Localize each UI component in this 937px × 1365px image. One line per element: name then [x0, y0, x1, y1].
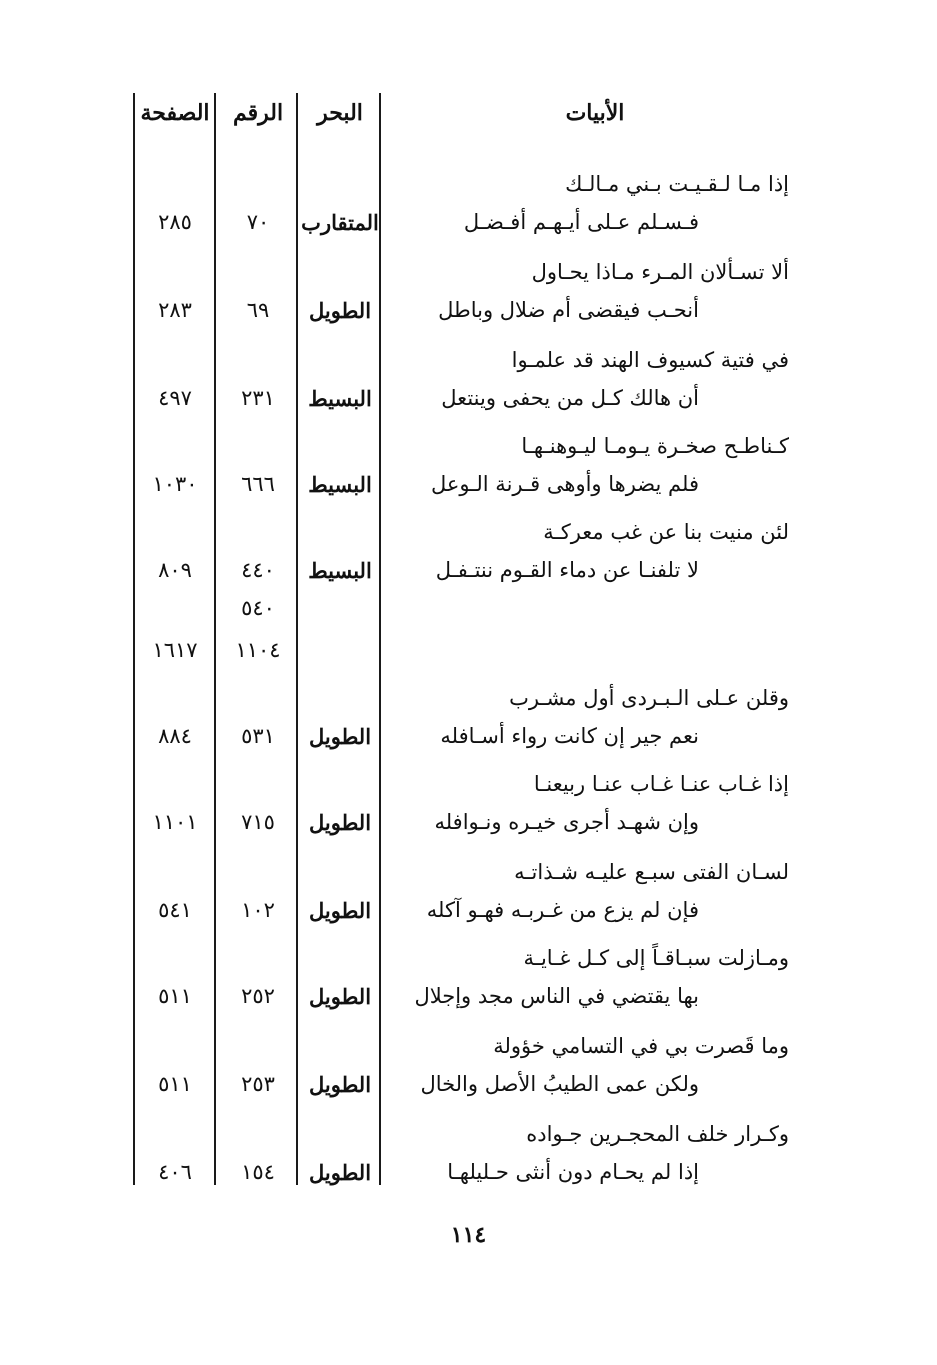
meter-cell: الطويل [308, 810, 372, 835]
page-cell: ١٠٣٠ [152, 472, 198, 496]
page-cell: ٥١١ [158, 1072, 192, 1096]
verse-first-hemistich: كـناطـح صخـرة يـومـا ليـوهنـهـا [521, 434, 789, 458]
verse-first-hemistich: في فتية كسيوف الهند قد علمـوا [511, 348, 789, 372]
header-meter: البحر [317, 100, 363, 126]
verse-second-hemistich: أن هالك كـل من يحفى وينتعل [441, 386, 699, 410]
meter-cell: البسيط [308, 472, 372, 497]
verse-first-hemistich: وقلن عـلى الـبـردى أول مشـرب [509, 686, 789, 710]
column-rule-meter [379, 93, 381, 1185]
verse-first-hemistich: لئن منيت بنا عن غب معركـة [543, 520, 789, 544]
verse-second-hemistich: فـسـلم عـلى أيـهـم أفـضـل [463, 210, 699, 234]
meter-cell: الطويل [308, 724, 372, 749]
meter-cell: الطويل [308, 1160, 372, 1185]
verse-second-hemistich: لا تلفنـا عن دماء القـوم ننتـفـل [435, 558, 699, 582]
verse-second-hemistich: فلم يضرها وأوهى قـرنة الـوعل [430, 472, 699, 496]
number-cell: ١١٠٤ [235, 638, 281, 662]
meter-cell: الطويل [308, 1072, 372, 1097]
verse-second-hemistich: إذا لم يحـام دون أنثى حـليلهـا [447, 1160, 699, 1184]
verse-first-hemistich: ومـازلت سبـاقـاً إلى كـل غـايـة [523, 946, 789, 970]
number-cell: ٧١٥ [241, 810, 275, 834]
meter-cell: البسيط [308, 558, 372, 583]
meter-cell: المتقارب [301, 210, 379, 235]
page-number: ١١٤ [450, 1222, 487, 1248]
number-cell: ٢٥٣ [241, 1072, 275, 1096]
verse-first-hemistich: لسـان الفتى سبـع عليـه شـذاتـه [514, 860, 789, 884]
number-cell: ٥٤٠ [241, 596, 275, 620]
number-cell: ١٠٢ [241, 898, 275, 922]
meter-cell: البسيط [308, 386, 372, 411]
number-cell: ٦٦٦ [241, 472, 275, 496]
verse-first-hemistich: إذا غـاب عنـا غـاب عنـا ربيعنـا [533, 772, 789, 796]
number-cell: ١٥٤ [241, 1160, 275, 1184]
header-number: الرقم [232, 100, 284, 126]
number-cell: ٢٣١ [241, 386, 275, 410]
number-cell: ٦٩ [246, 298, 270, 322]
page-cell: ٤٠٦ [158, 1160, 192, 1184]
verse-first-hemistich: وما قَصرت بي في التسامي خؤولة [493, 1034, 789, 1058]
number-cell: ٢٥٢ [241, 984, 275, 1008]
page-cell: ٨٨٤ [158, 724, 192, 748]
page-cell: ١٦١٧ [152, 638, 198, 662]
number-cell: ٧٠ [246, 210, 270, 234]
verse-second-hemistich: أنحـب فيقضى أم ضلال وباطل [438, 298, 699, 322]
verse-second-hemistich: وإن شهـد أجرى خيـره ونـوافله [434, 810, 699, 834]
meter-cell: الطويل [308, 298, 372, 323]
meter-cell: الطويل [308, 984, 372, 1009]
page-cell: ٨٠٩ [158, 558, 192, 582]
verse-second-hemistich: ولكن عمى الطيبُ الأصل والخال [420, 1072, 699, 1096]
page-cell: ٢٨٥ [158, 210, 192, 234]
meter-cell: الطويل [308, 898, 372, 923]
page-cell: ٥١١ [158, 984, 192, 1008]
page-cell: ٥٤١ [158, 898, 192, 922]
header-page: الصفحة [140, 100, 210, 126]
number-cell: ٤٤٠ [241, 558, 275, 582]
verse-first-hemistich: وكـرار خلف المحجـرين جـواده [526, 1122, 789, 1146]
page-cell: ١١٠١ [152, 810, 198, 834]
verse-second-hemistich: فإن لم يزع من غـربـه فهـو آكله [426, 898, 699, 922]
verse-second-hemistich: بها يقتضي في الناس مجد وإجلال [414, 984, 699, 1008]
number-cell: ٥٣١ [241, 724, 275, 748]
page-cell: ٢٨٣ [158, 298, 192, 322]
page-cell: ٤٩٧ [158, 386, 192, 410]
verse-second-hemistich: نعم جير إن كانت رواء أسـافله [440, 724, 699, 748]
header-verses: الأبيات [565, 100, 625, 126]
verse-first-hemistich: ألا تسـألان المـرء مـاذا يحـاول [531, 260, 789, 284]
verse-first-hemistich: إذا مـا لـقـيـت بـني مـالـك [565, 172, 789, 196]
